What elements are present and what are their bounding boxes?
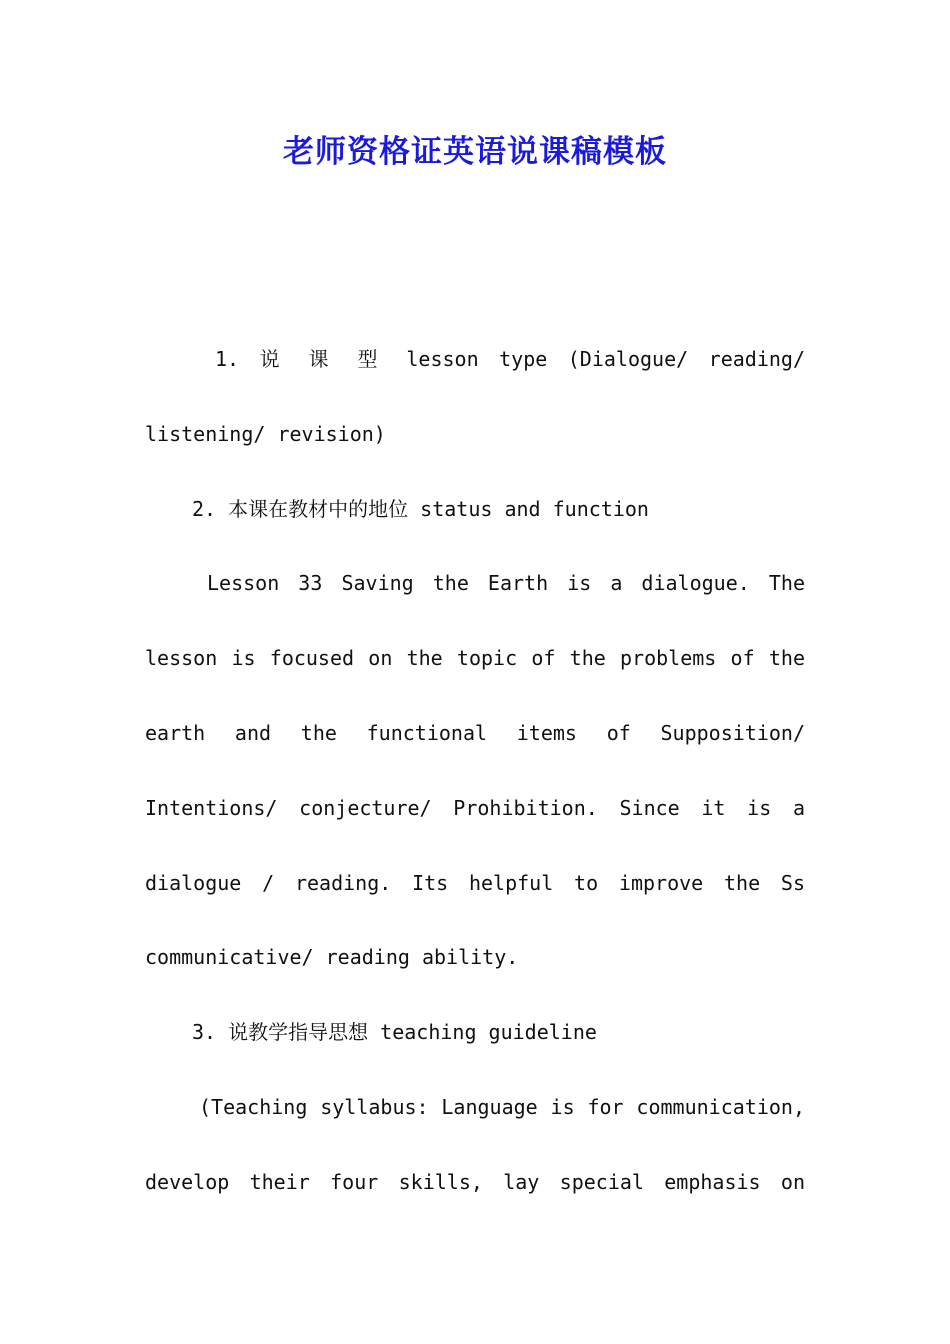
document-title: 老师资格证英语说课稿模板 [283,134,667,170]
text-line: listening/ revision) [145,421,386,446]
document-body [145,322,805,1220]
text-line: Lesson 33 Saving the Earth is a dialogue. The [207,571,805,596]
text-line: lesson is focused on the topic of the problems of the [145,646,805,671]
text-line: 1. 说 课 型 lesson type (Dialogue/ reading/ [215,347,805,371]
text-line: dialogue / reading. Its helpful to improve the Ss [145,870,805,895]
text-line: Intentions/ conjecture/ Prohibition. Since it is a [145,795,805,820]
text-line: (Teaching syllabus: Language is for communication, [199,1094,805,1119]
text-line: 3. 说教学指导思想 teaching guideline [192,1020,597,1045]
text-line: develop their four skills, lay special emphasis on [145,1169,805,1194]
text-line: communicative/ reading ability. [145,945,519,970]
text-line: 2. 本课在教材中的地位 status and function [192,496,649,521]
text-line: earth and the functional items of Supposition/ [145,720,805,745]
